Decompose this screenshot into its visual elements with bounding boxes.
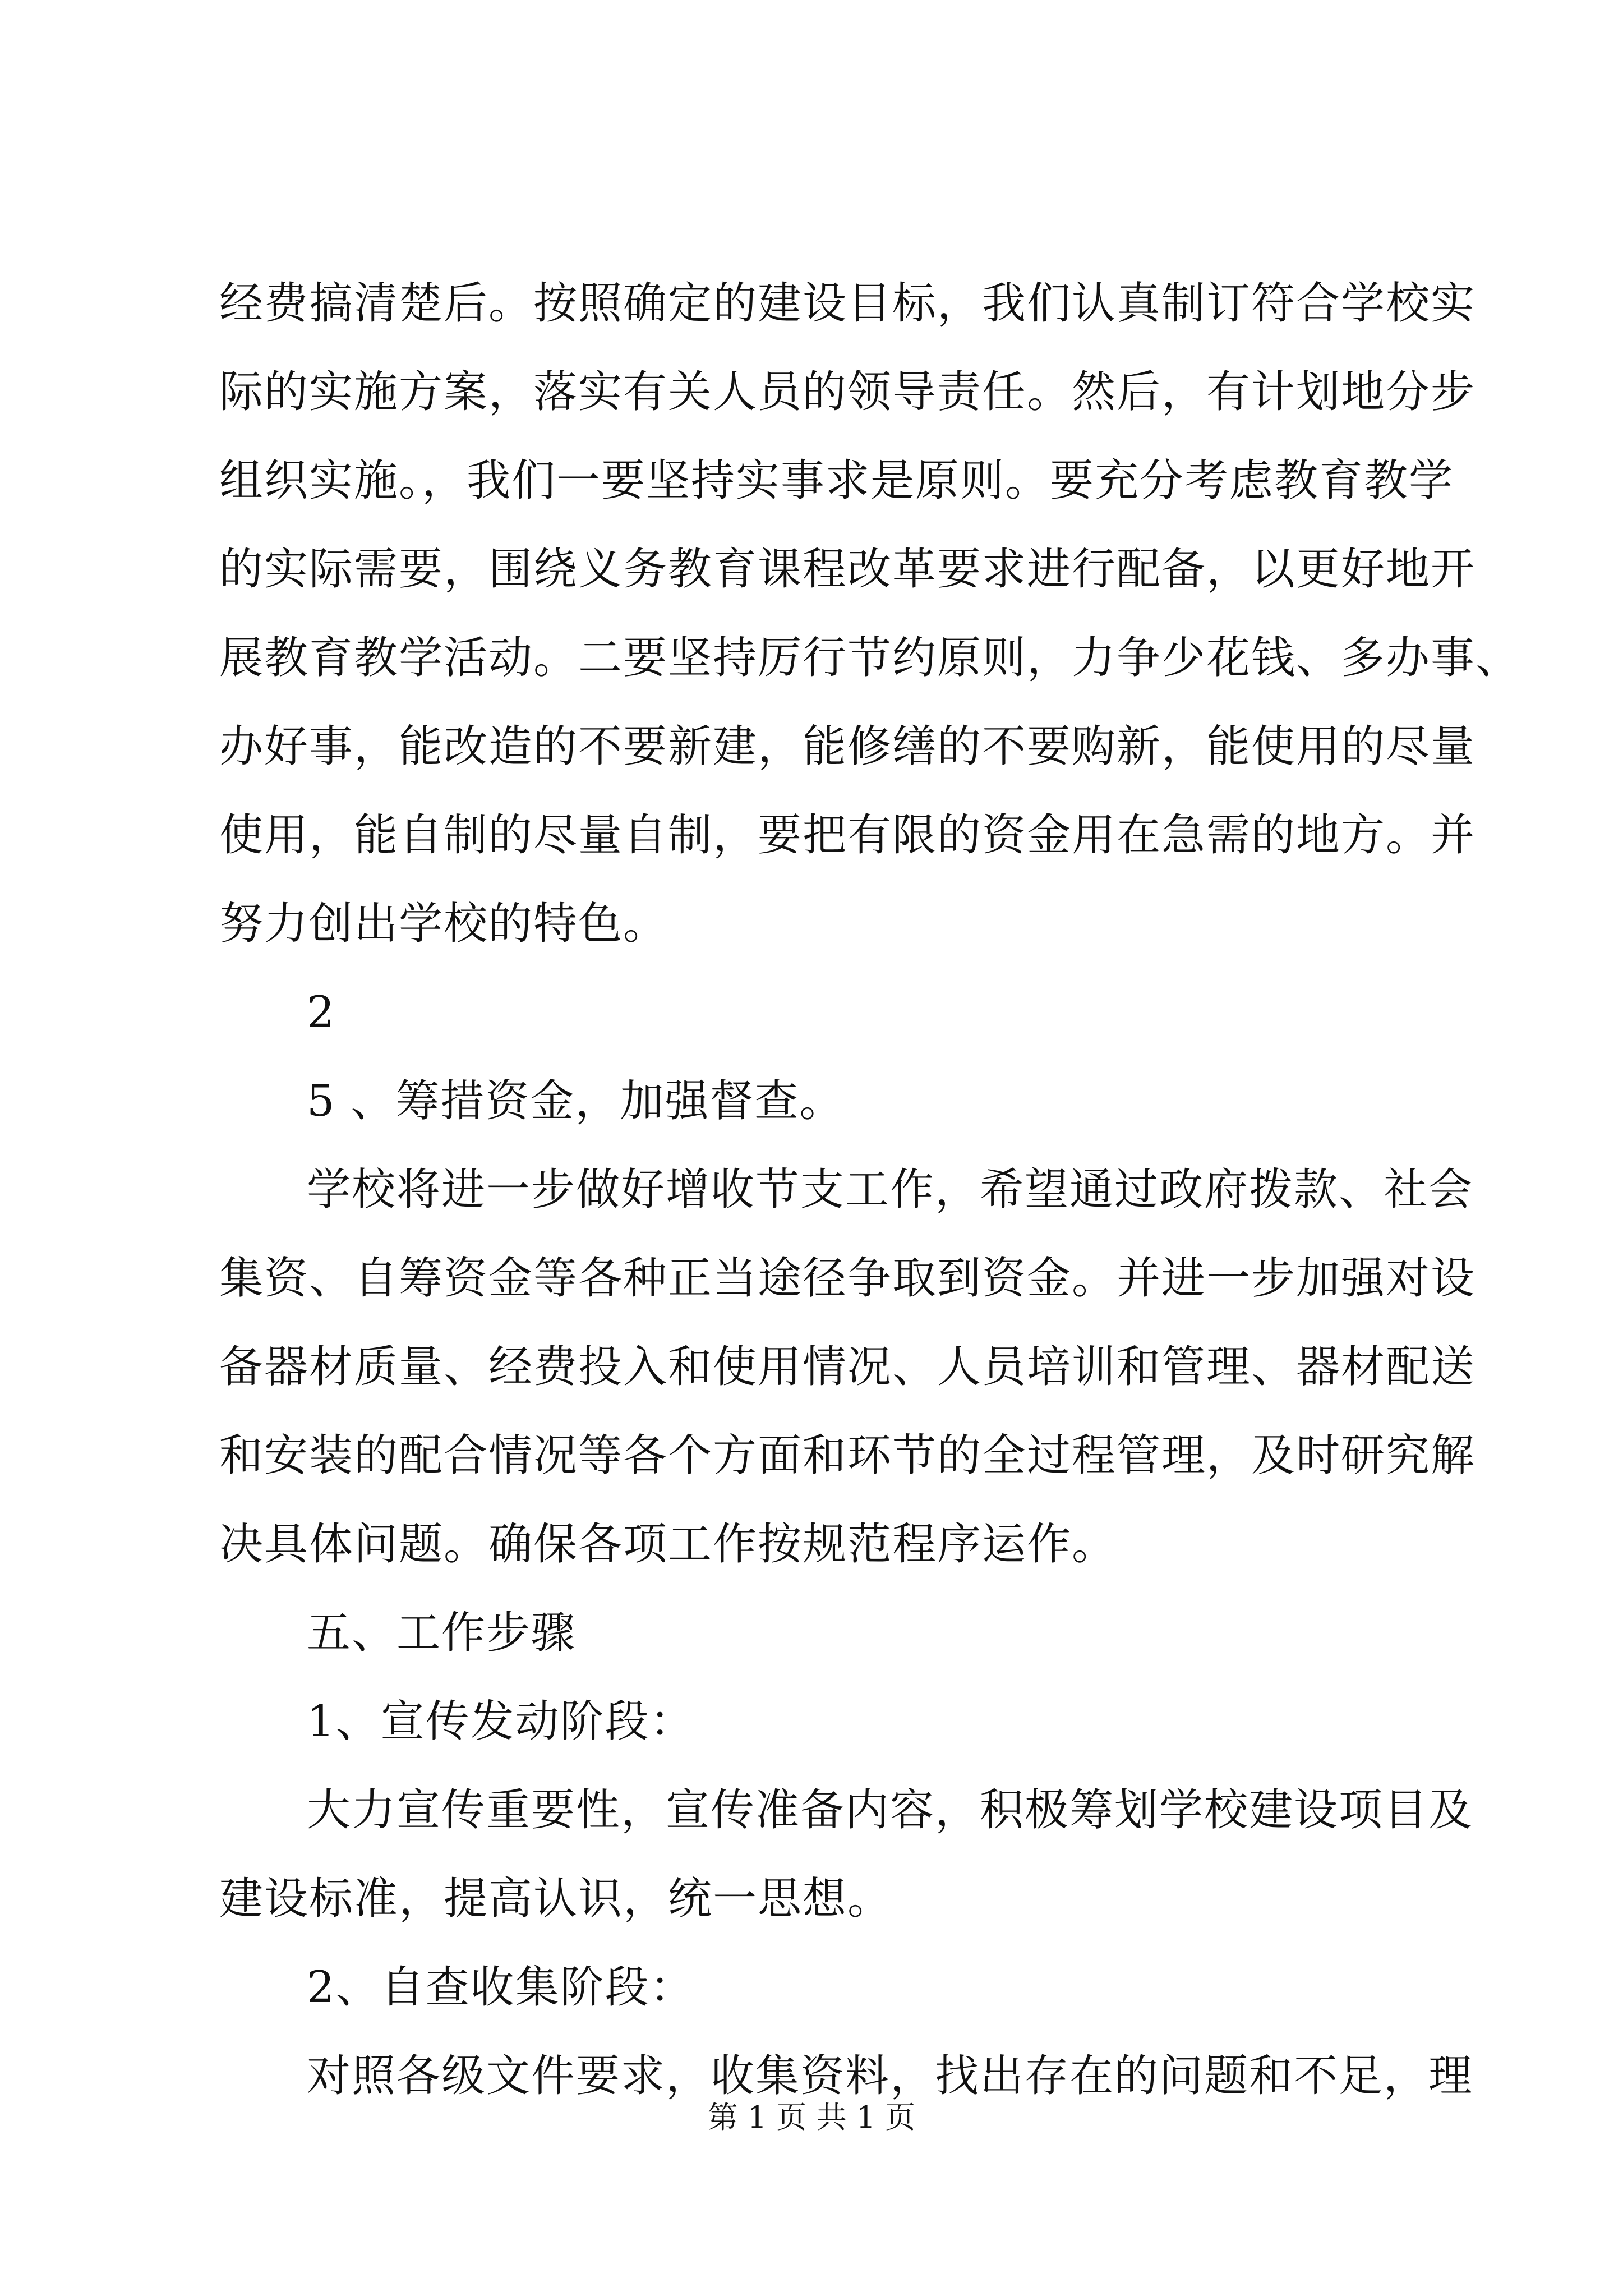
text-line: 对照各级文件要求，收集资料，找出存在的问题和不足，理	[307, 2051, 1474, 2101]
document-body	[219, 259, 1521, 2120]
text-line: 大力宣传重要性，宣传准备内容，积极筹划学校建设项目及	[307, 1785, 1474, 1835]
text-line: 经费搞清楚后。按照确定的建设目标，我们认真制订符合学校实	[219, 278, 1476, 329]
text-line: 使用，能自制的尽量自制，要把有限的资金用在急需的地方。并	[219, 810, 1476, 861]
section-heading: 5 、筹措资金，加强督查。	[307, 1076, 845, 1126]
text-line: 办好事，能改造的不要新建，能修缮的不要购新，能使用的尽量	[219, 721, 1476, 772]
text-line: 展教育教学活动。二要坚持厉行节约原则，力争少花钱、多办事、	[219, 633, 1521, 683]
subsection-heading: 2、自查收集阶段：	[307, 1962, 695, 2013]
subsection-heading: 1、宣传发动阶段：	[307, 1696, 695, 1747]
text-line: 决具体问题。确保各项工作按规范程序运作。	[219, 1519, 1117, 1570]
text-line: 建设标准，提高认识，统一思想。	[219, 1874, 893, 1924]
page-number-marker: 2	[307, 987, 336, 1038]
section-heading: 五、工作步骤	[307, 1608, 577, 1658]
text-line: 学校将进一步做好增收节支工作，希望通过政府拨款、社会	[307, 1165, 1474, 1215]
text-line: 和安装的配合情况等各个方面和环节的全过程管理，及时研究解	[219, 1430, 1476, 1481]
text-line: 际的实施方案，落实有关人员的领导责任。然后，有计划地分步	[219, 367, 1476, 417]
page-footer: 第 1 页 共 1 页	[707, 2100, 916, 2135]
text-line: 集资、自筹资金等各种正当途径争取到资金。并进一步加强对设	[219, 1253, 1476, 1304]
text-line: 的实际需要，围绕义务教育课程改革要求进行配备，以更好地开	[219, 544, 1476, 595]
text-line: 备器材质量、经费投入和使用情况、人员培训和管理、器材配送	[219, 1342, 1476, 1392]
text-line: 组织实施。，我们一要坚持实事求是原则。要充分考虑教育教学	[219, 455, 1454, 506]
text-line: 努力创出学校的特色。	[219, 899, 668, 949]
